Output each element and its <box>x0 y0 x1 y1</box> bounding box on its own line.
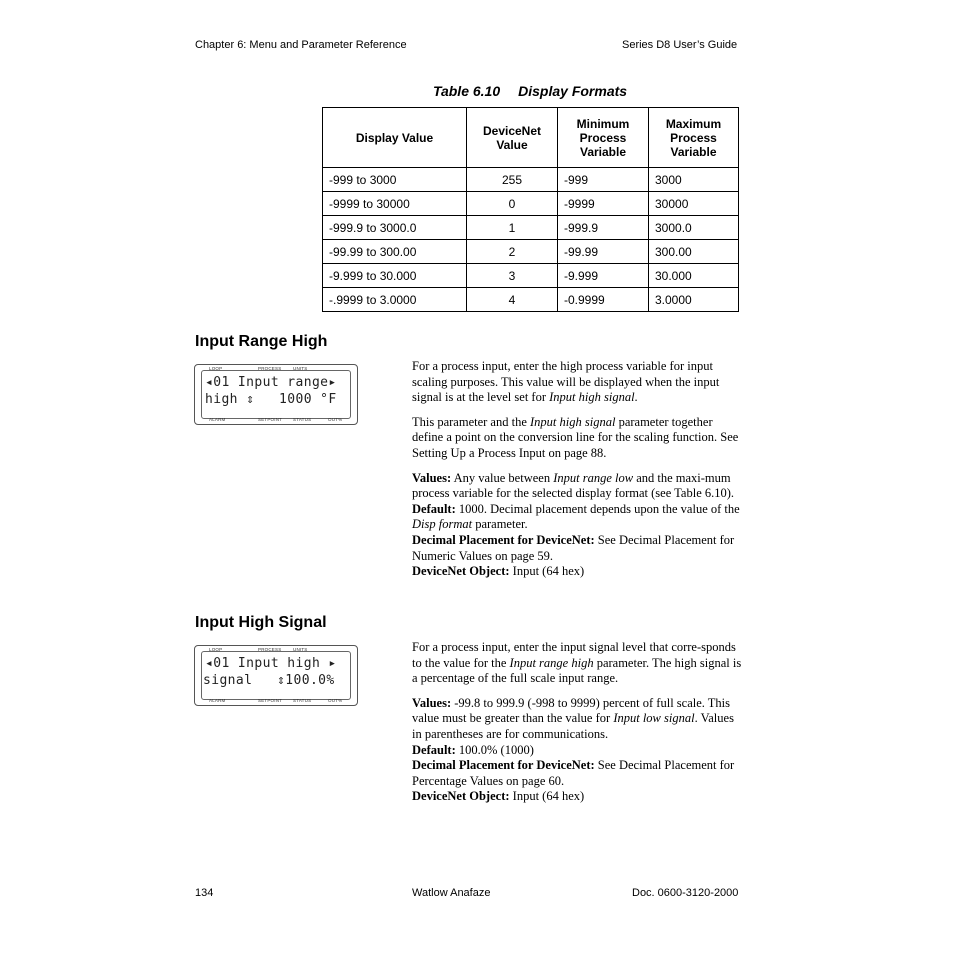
param-name: Input high signal <box>530 414 616 429</box>
table-cell: -999 to 3000 <box>323 168 467 192</box>
table-cell: 2 <box>467 240 558 264</box>
param-name: Disp format <box>412 517 473 532</box>
text: . Values in parentheses are for communications. <box>412 711 734 741</box>
table-cell: -999.9 <box>558 216 649 240</box>
lcd-label: SETPOINT <box>258 698 283 703</box>
label: Values: <box>412 470 452 485</box>
lcd-label: STATUS <box>293 698 312 703</box>
table-cell: 3000 <box>649 168 739 192</box>
table-cell: -.9999 to 3.0000 <box>323 288 467 312</box>
table-cell: 1 <box>467 216 558 240</box>
lcd-label: SETPOINT <box>258 417 283 422</box>
table-cell: 30.000 <box>649 264 739 288</box>
lcd-label: STATUS <box>293 417 312 422</box>
text: See Decimal Placement for Numeric Values on page 59. <box>412 532 735 563</box>
lcd-label: ALARM <box>209 698 226 703</box>
lcd-label: PROCESS <box>258 366 282 371</box>
table-row <box>323 288 739 312</box>
lcd-label: UNITS <box>293 366 308 371</box>
table-cell: 30000 <box>649 192 739 216</box>
display-formats-table <box>322 107 739 312</box>
text: See Decimal Placement for Percentage Values on page 60. <box>412 758 735 788</box>
paragraph <box>412 359 744 406</box>
text: 100.0% (1000) <box>455 742 534 757</box>
column-header <box>649 108 739 168</box>
table-cell: -99.99 to 300.00 <box>323 240 467 264</box>
lcd-line-1: ◂01 Input high ▸ <box>205 656 337 671</box>
lcd-label: PROCESS <box>258 647 282 652</box>
text: Input (64 hex) <box>509 564 585 579</box>
table-cell: 0 <box>467 192 558 216</box>
table-cell: 300.00 <box>649 240 739 264</box>
text: and the maxi-mum process variable for the selected display format (see Table 6.10). <box>412 470 735 501</box>
label: Decimal Placement for DeviceNet: <box>412 532 595 547</box>
table-cell: 3.0000 <box>649 288 739 312</box>
table-cell: 3000.0 <box>649 216 739 240</box>
text: Any value between <box>451 470 554 485</box>
text: For a process input, enter the high process variable for input scaling purposes. This value will be displayed when the input signal is at the level set for <box>412 359 720 405</box>
column-header <box>467 108 558 168</box>
paragraph <box>412 415 744 462</box>
param-name: Input range high <box>509 655 594 670</box>
values-paragraph <box>412 471 744 502</box>
table-cell: 4 <box>467 288 558 312</box>
devicenet-object-paragraph <box>412 564 744 580</box>
page-number: 134 <box>195 887 214 899</box>
lcd-line-1: ◂01 Input range▸ <box>205 375 337 390</box>
table-cell: 255 <box>467 168 558 192</box>
table-cell: -99.99 <box>558 240 649 264</box>
decimal-placement-paragraph <box>412 533 744 564</box>
section-body-input-high-signal <box>412 640 744 805</box>
footer-doc-number: Doc. 0600-3120-2000 <box>632 887 739 899</box>
table-header-row <box>323 108 739 168</box>
column-header <box>558 108 649 168</box>
label: Values: <box>412 695 452 710</box>
column-header-text: Maximum Process Variable <box>665 116 722 159</box>
table-cell: -9999 <box>558 192 649 216</box>
table-cell: -9.999 <box>558 264 649 288</box>
section-heading-input-range-high: Input Range High <box>195 333 328 350</box>
table-caption-title: Display Formats <box>518 83 628 99</box>
text: . <box>634 390 638 405</box>
text: This parameter and the <box>412 414 531 429</box>
text: -99.8 to 999.9 (-998 to 9999) percent of full scale. This value must be greater than the value for <box>412 695 731 726</box>
section-body-input-range-high <box>412 359 744 580</box>
table-row <box>323 240 739 264</box>
text: parameter. <box>472 517 528 532</box>
label: Decimal Placement for DeviceNet: <box>412 758 595 773</box>
table-row <box>323 216 739 240</box>
running-header-chapter: Chapter 6: Menu and Parameter Reference <box>195 39 407 51</box>
lcd-label: ALARM <box>209 417 226 422</box>
table-row <box>323 168 739 192</box>
table-caption-number: Table 6.10 <box>432 83 501 99</box>
text: Input (64 hex) <box>509 789 585 804</box>
table-row <box>323 264 739 288</box>
text: For a process input, enter the input signal level that corre-sponds to the value for the <box>412 640 736 670</box>
lcd-line-2: signal ⇕100.0% <box>203 673 335 688</box>
text: parameter. The high signal is a percentage of the full scale input range. <box>412 655 742 686</box>
label: Default: <box>412 742 456 757</box>
column-header: Display Value <box>323 108 467 168</box>
text: parameter together define a point on the conversion line for the scaling function. See Setting Up a Process Input on page 88. <box>412 414 739 460</box>
label: DeviceNet Object: <box>412 789 510 804</box>
default-paragraph <box>412 502 744 533</box>
table-cell: 3 <box>467 264 558 288</box>
values-paragraph <box>412 696 744 743</box>
lcd-display-input-range-high <box>194 364 358 425</box>
lcd-line-2: high ⇕ 1000 °F <box>205 392 337 407</box>
running-header-guide: Series D8 User’s Guide <box>622 39 738 51</box>
lcd-label: LOOP <box>209 647 223 652</box>
default-paragraph <box>412 743 744 759</box>
lcd-display-input-high-signal <box>194 645 358 706</box>
label: Default: <box>412 501 456 516</box>
lcd-label: OUT% <box>328 698 343 703</box>
decimal-placement-paragraph <box>412 758 744 789</box>
column-header-text: Minimum Process Variable <box>576 116 630 159</box>
footer-publisher: Watlow Anafaze <box>412 887 491 899</box>
param-name: Input range low <box>553 470 634 485</box>
param-name: Input high signal <box>549 390 635 405</box>
label: DeviceNet Object: <box>412 564 510 579</box>
lcd-label: LOOP <box>209 366 223 371</box>
table-cell: -9.999 to 30.000 <box>323 264 467 288</box>
lcd-label: OUT% <box>328 417 343 422</box>
table-row <box>323 192 739 216</box>
table-cell: -9999 to 30000 <box>323 192 467 216</box>
table-cell: -999.9 to 3000.0 <box>323 216 467 240</box>
text: 1000. Decimal placement depends upon the value of the <box>455 501 740 516</box>
paragraph <box>412 640 744 687</box>
column-header-text: DeviceNet Value <box>482 123 542 152</box>
section-heading-input-high-signal: Input High Signal <box>195 614 327 631</box>
table-caption <box>322 83 738 99</box>
table-cell: -999 <box>558 168 649 192</box>
devicenet-object-paragraph <box>412 789 744 805</box>
param-name: Input low signal <box>613 711 695 726</box>
table-cell: -0.9999 <box>558 288 649 312</box>
lcd-label: UNITS <box>293 647 308 652</box>
